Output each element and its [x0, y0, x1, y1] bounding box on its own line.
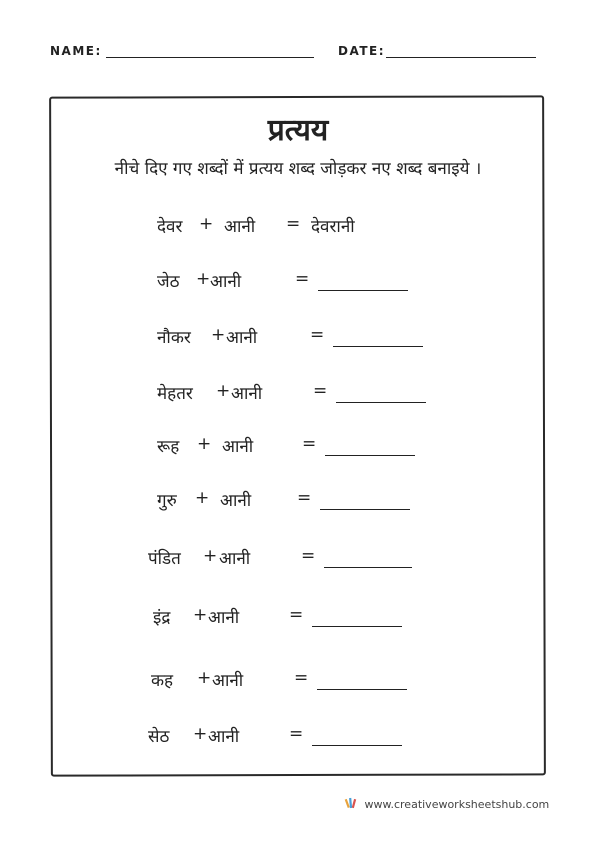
answer-blank[interactable] — [325, 455, 415, 456]
exercise-row — [0, 269, 596, 299]
worksheet-instruction: नीचे दिए गए शब्दों में प्रत्यय शब्द जोड़कर नए शब्द बनाइये । — [114, 159, 482, 179]
example-row — [0, 214, 596, 244]
example-equals: = — [286, 214, 301, 234]
exercise-row — [0, 434, 596, 464]
name-field[interactable] — [106, 57, 314, 58]
exercise-suffix: आनी — [222, 437, 254, 457]
example-answer: देवरानी — [311, 217, 355, 237]
exercise-word: इंद्र — [153, 608, 171, 628]
answer-blank[interactable] — [318, 290, 408, 291]
exercise-suffix: आनी — [208, 727, 240, 747]
name-label: NAME: — [50, 44, 102, 58]
exercise-suffix: आनी — [220, 491, 252, 511]
site-footer — [344, 796, 549, 814]
answer-blank[interactable] — [336, 402, 426, 403]
exercise-row — [0, 724, 596, 754]
pencils-logo-icon — [344, 796, 358, 813]
exercise-suffix: आनी — [226, 328, 258, 348]
exercise-equals: = — [313, 381, 328, 401]
exercise-equals: = — [289, 724, 304, 744]
exercise-word: रूह — [157, 437, 180, 457]
exercise-suffix: आनी — [231, 384, 263, 404]
exercise-equals: = — [297, 488, 312, 508]
exercise-row — [0, 668, 596, 698]
exercise-word: कह — [151, 671, 174, 691]
answer-blank[interactable] — [324, 567, 412, 568]
exercise-word: जेठ — [157, 272, 180, 292]
exercise-plus: + — [216, 381, 231, 401]
answer-blank[interactable] — [312, 745, 402, 746]
exercise-row — [0, 605, 596, 635]
answer-blank[interactable] — [333, 346, 423, 347]
exercise-row — [0, 325, 596, 355]
date-label: DATE: — [338, 44, 385, 58]
exercise-equals: = — [310, 325, 325, 345]
exercise-plus: + — [197, 434, 212, 454]
exercise-word: मेहतर — [157, 384, 193, 404]
exercise-equals: = — [301, 546, 316, 566]
exercise-row — [0, 381, 596, 411]
example-suffix: आनी — [224, 217, 256, 237]
exercise-equals: = — [302, 434, 317, 454]
website-link[interactable]: www.creativeworksheetshub.com — [364, 798, 550, 811]
exercise-plus: + — [211, 325, 226, 345]
exercise-word: सेठ — [148, 727, 170, 747]
exercise-plus: + — [195, 488, 210, 508]
exercise-equals: = — [294, 668, 309, 688]
date-field[interactable] — [386, 57, 536, 58]
exercise-word: गुरु — [157, 491, 177, 511]
exercise-suffix: आनी — [219, 549, 251, 569]
exercise-suffix: आनी — [208, 608, 240, 628]
example-word: देवर — [157, 217, 183, 237]
exercise-word: पंडित — [148, 549, 181, 569]
exercise-plus: + — [193, 605, 208, 625]
answer-blank[interactable] — [317, 689, 407, 690]
exercise-plus: + — [203, 546, 218, 566]
exercise-equals: = — [289, 605, 304, 625]
worksheet-title: प्रत्यय — [267, 113, 329, 148]
exercise-suffix: आनी — [210, 272, 242, 292]
exercise-row — [0, 546, 596, 576]
exercise-plus: + — [197, 668, 212, 688]
exercise-row — [0, 488, 596, 518]
exercise-plus: + — [193, 724, 208, 744]
answer-blank[interactable] — [312, 626, 402, 627]
exercise-suffix: आनी — [212, 671, 244, 691]
answer-blank[interactable] — [320, 509, 410, 510]
worksheet-header — [0, 40, 596, 64]
exercise-plus: + — [196, 269, 211, 289]
exercise-word: नौकर — [157, 328, 191, 348]
example-plus: + — [199, 214, 214, 234]
exercise-equals: = — [295, 269, 310, 289]
